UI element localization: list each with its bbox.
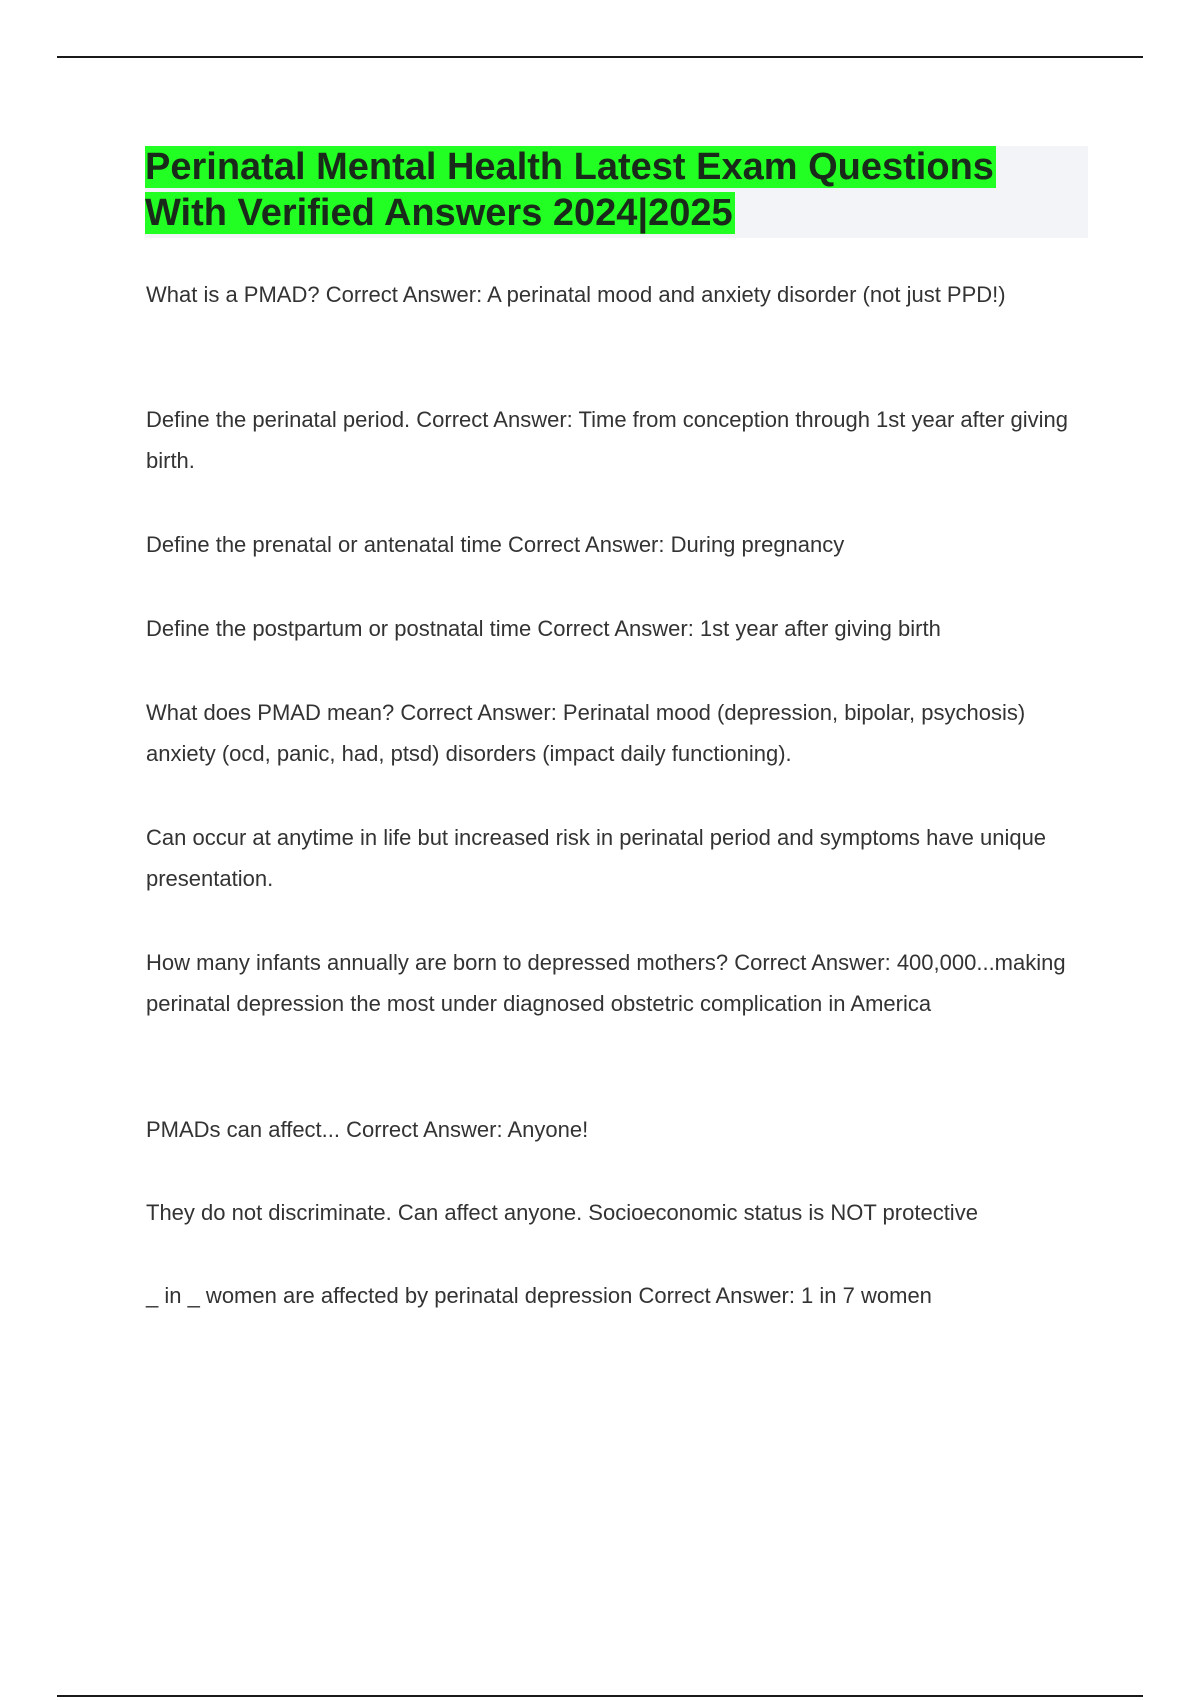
qa-entry-2: Define the perinatal period. Correct Answer: Time from conception through 1st year after giving birth. — [146, 407, 1069, 473]
qa-entry-9: They do not discriminate. Can affect anyone. Socioeconomic status is NOT protective — [146, 1200, 978, 1225]
qa-entry-10: _ in _ women are affected by perinatal depression Correct Answer: 1 in 7 women — [146, 1283, 932, 1308]
top-rule — [57, 56, 1143, 58]
qa-entry-3: Define the prenatal or antenatal time Correct Answer: During pregnancy — [146, 532, 845, 557]
bottom-rule — [57, 1695, 1143, 1697]
document-title-text: Perinatal Mental Health Latest Exam Questions With Verified Answers 2024|2025 — [145, 146, 994, 234]
qa-entry-7: How many infants annually are born to depressed mothers? Correct Answer: 400,000...making perinatal depression the most under diagnosed obstetric complication in America — [146, 950, 1066, 1016]
qa-entry-5: What does PMAD mean? Correct Answer: Perinatal mood (depression, bipolar, psychosis) anxiety (ocd, panic, had, ptsd) disorders (impact daily functioning). — [146, 700, 1026, 766]
qa-entry-1: What is a PMAD? Correct Answer: A perinatal mood and anxiety disorder (not just PPD!) — [146, 282, 1006, 307]
qa-entry-8: PMADs can affect... Correct Answer: Anyone! — [146, 1117, 589, 1142]
document-title — [145, 144, 1085, 236]
qa-entry-4: Define the postpartum or postnatal time Correct Answer: 1st year after giving birth — [146, 616, 941, 641]
qa-entry-6: Can occur at anytime in life but increased risk in perinatal period and symptoms have unique presentation. — [146, 825, 1047, 891]
